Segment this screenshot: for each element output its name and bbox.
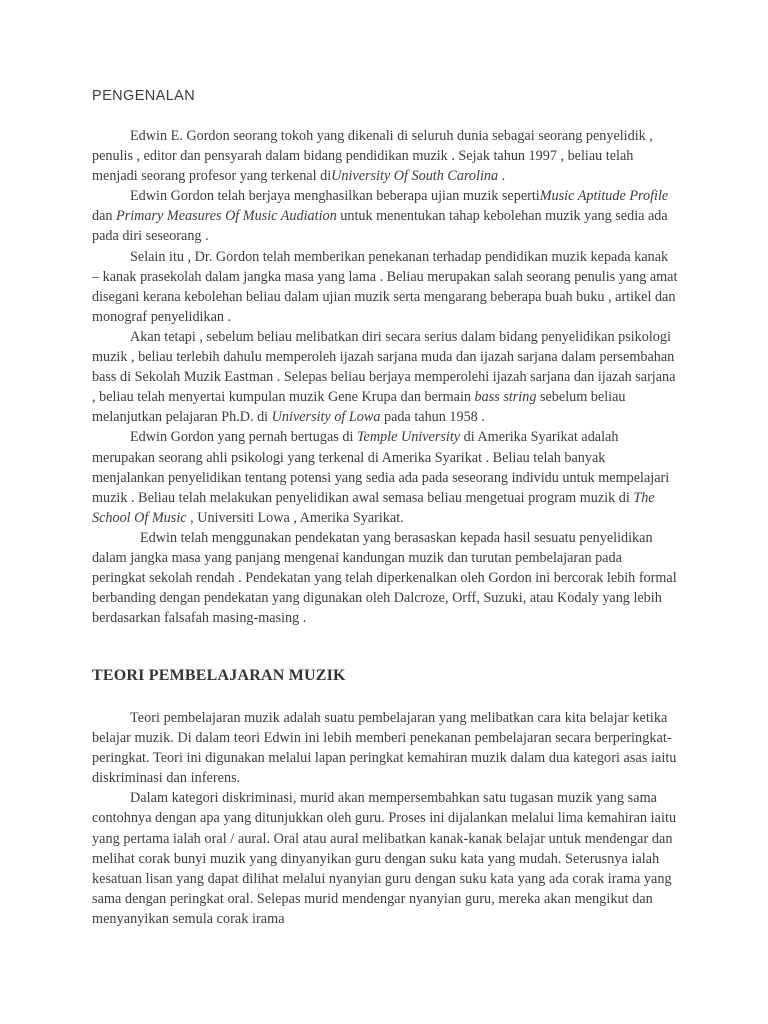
paragraph-2-end: untuk menentukan tahap kebolehan muzik yang sedia ada pada diri seseorang . [92, 208, 668, 245]
paragraph-8: Dalam kategori diskriminasi, murid akan mempersembahkan satu tugasan muzik yang sama contohnya dengan apa yang ditunjukkan oleh guru. Proses ini dijalankan melalui lima kemahiran iaitu yang pertama ialah oral / aural. Oral atau aural melibatkan kanak-kanak belajar untuk mendengar dan melihat corak bunyi muzik yang dinyanyikan guru dengan suku kata yang mudah. Seterusnya ialah kesatuan lisan yang dapat dilihat melalui nyanyian guru dengan suku kata yang ada corak irama yang sama dengan peringkat oral. Selepas murid mendengar nyanyian guru, mereka akan mengikut dan menyanyikan semula corak irama [92, 790, 677, 927]
paragraph-4-middle: sebelum beliau melanjutkan pelajaran Ph.D. di [92, 389, 626, 426]
paragraph-2-italic-map: Music Aptitude Profile [539, 188, 669, 205]
paragraph-5-italic-school: The School Of Music [92, 489, 655, 526]
section-heading-pengenalan: PENGENALAN [92, 88, 196, 104]
section-pengenalan-body [92, 126, 678, 628]
paragraph-1 [92, 126, 678, 186]
paragraph-1-text: Edwin E. Gordon seorang tokoh yang dikenali di seluruh dunia sebagai seorang penyelidik , penulis , editor dan pensyarah dalam bidang pendidikan muzik . Sejak tahun 1997 , beliau telah menjadi seorang profesor yang terkenal di [92, 128, 653, 185]
paragraph-4-end: pada tahun 1958 . [380, 409, 485, 426]
section-heading-teori: TEORI PEMBELAJARAN MUZIK [92, 667, 346, 684]
paragraph-1-end: . [498, 168, 506, 185]
paragraph-2 [92, 186, 678, 246]
paragraph-7: Teori pembelajaran muzik adalah suatu pembelajaran yang melibatkan cara kita belajar ketika belajar muzik. Di dalam teori Edwin ini lebih memberi penekanan pembelajaran secara berperingkat-peringkat. Teori ini digunakan melalui lapan peringkat kemahiran muzik dalam dua kategori asas iaitu diskriminasi dan inferens. [92, 710, 677, 787]
paragraph-4 [92, 327, 678, 427]
paragraph-5 [92, 427, 678, 527]
paragraph-2-italic-pmma: Primary Measures Of Music Audiation [116, 208, 337, 225]
paragraph-2-dan: dan [92, 208, 117, 225]
paragraph-5-italic-temple: Temple University [356, 429, 461, 446]
paragraph-1-italic-university: University Of South Carolina [331, 168, 499, 185]
paragraph-6: Edwin telah menggunakan pendekatan yang berasaskan kepada hasil sesuatu penyelidikan dalam jangka masa yang panjang mengenai kandungan muzik dan turutan pembelajaran pada peringkat sekolah rendah . Pendekatan yang telah diperkenalkan oleh Gordon ini bercorak lebih formal berbanding dengan pendekatan yang digunakan oleh Dalcroze, Orff, Suzuki, atau Kodaly yang lebih berdasarkan falsafah masing-masing . [92, 529, 677, 627]
paragraph-5-end: , Universiti Lowa , Amerika Syarikat. [186, 509, 404, 526]
paragraph-3: Selain itu , Dr. Gordon telah memberikan penekanan terhadap pendidikan muzik kepada kanak – kanak prasekolah dalam jangka masa yang lama . Beliau merupakan salah seorang penulis yang amat disegani kerana kebolehan beliau dalam ujian muzik serta mengarang beberapa buah buku , artikel dan monograf penyelidikan . [92, 248, 678, 325]
paragraph-4-italic-university: University of Lowa [271, 409, 381, 426]
paragraph-2-text: Edwin Gordon telah berjaya menghasilkan beberapa ujian muzik seperti [130, 188, 540, 205]
paragraph-4-text: Akan tetapi , sebelum beliau melibatkan diri secara serius dalam bidang penyelidikan psikologi muzik , beliau terlebih dahulu memperoleh ijazah sarjana muda dan ijazah sarjana dalam persembahan bass di Sekolah Muzik Eastman . Selepas beliau berjaya memperolehi ijazah sarjana dan ijazah sarjana , beliau telah menyertai kumpulan muzik Gene Krupa dan bermain [92, 328, 676, 406]
paragraph-5-text: Edwin Gordon yang pernah bertugas di [130, 429, 357, 446]
paragraph-4-italic-bass-string: bass string [474, 389, 537, 406]
paragraph-5-middle: di Amerika Syarikat adalah merupakan seorang ahli psikologi yang terkenal di Amerika Syarikat . Beliau telah banyak menjalankan penyelidikan tentang potensi yang sedia ada pada seseorang individu untuk mempelajari muzik . Beliau telah melakukan penyelidikan awal semasa beliau mengetuai program muzik di [92, 429, 670, 506]
section-teori-body [92, 708, 678, 929]
